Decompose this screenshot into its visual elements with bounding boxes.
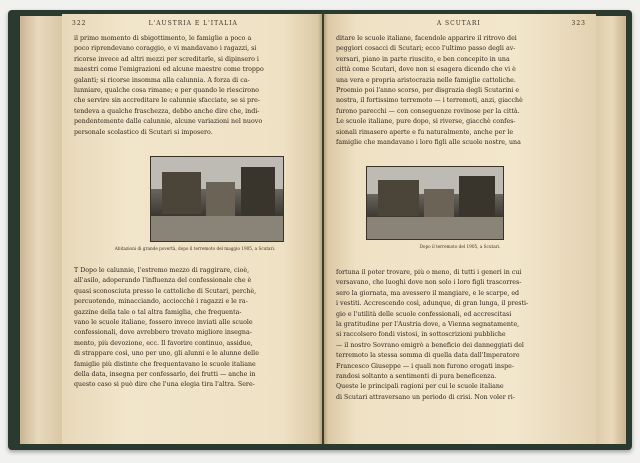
text-line: gio e l'utilità delle scuole confessionali, ed accrescitasi	[336, 310, 512, 318]
text-line: — il nostro Sovrano emigrò a beneficio dei danneggiati del	[336, 341, 524, 349]
left-page-number: 322	[72, 20, 87, 27]
right-page-header	[334, 20, 586, 27]
text-line: vano le scuole italiane, fossero invece inviati alle scuole	[74, 319, 253, 327]
text-line: lunniare, qualche cosa rimane; e per quando le riescirono	[74, 87, 259, 95]
right-photograph	[366, 166, 504, 240]
text-line: pendentemente dalle calunnie, alcune variazioni nel nuovo	[74, 118, 263, 126]
text-line: fortuna il poter trovare, più o meno, di tutti i generi in cui	[336, 269, 522, 276]
text-line: sero la giornata, ma avessero il mangiare, e le scarpe, ed	[336, 289, 520, 297]
text-line: tendeva a qualche fraschezza, debbo anche dire che, indi-	[74, 107, 260, 115]
text-line: versari, piano in parte riuscito, e ben concepito in una	[336, 55, 510, 63]
text-line: confessionali, dove avrebbero trovato migliore insegna-	[74, 329, 252, 337]
text-line: sionali rimasero aperte e fu naturalmente, anche per le	[336, 128, 514, 136]
text-line: nostra, il fortissimo terremoto — i terremoti, anzi, giacchè	[336, 97, 523, 105]
right-page	[324, 14, 596, 444]
right-running-head: A SCUTARI	[436, 20, 481, 27]
text-line: all'asilo, adoperando l'influenza del confessionale che è	[74, 277, 252, 285]
text-line: i vestiti. Accrescendo così, adunque, di gran lunga, il presti-	[336, 300, 529, 308]
text-line: questo caso si può dire che l'una elegia tira l'altra. Sere-	[74, 381, 255, 389]
page-stack-left	[20, 16, 64, 444]
text-line: una vera e propria aristocrazia nelle famiglie cattoliche.	[336, 76, 516, 84]
left-running-head: L'AUSTRIA E L'ITALIA	[148, 20, 238, 27]
left-page-header	[72, 20, 312, 27]
text-line: la gratitudine per l'Austria dove, a Vienna segnatamente,	[336, 321, 520, 329]
left-photo-caption: Abitazioni di grande povertà, dopo il terremoto del maggio 1905, a Scutari.	[114, 246, 276, 251]
text-line: randosi soltanto a sentimenti di pura beneficenza.	[336, 373, 497, 381]
text-line: città come Scutari, dove non si esagera dicendo che vi è	[336, 66, 516, 74]
text-line: il primo momento di sbigottimento, le famiglie a poco a	[74, 35, 252, 42]
text-line: di strappare così, uno per uno, gli alunni e le alunne delle	[74, 350, 259, 358]
text-line: gazzine della tale o tal altra famiglia, che frequenta-	[74, 308, 242, 316]
text-line: T Dopo le calunnie, l'estremo mezzo di raggirare, cioè,	[74, 267, 250, 274]
left-text-bottom	[74, 266, 310, 391]
text-line: furono parecchi — con conseguenze rovinose per la città.	[336, 107, 520, 115]
text-line: Francesco Giuseppe — i quali non furono erogati inspe-	[336, 362, 515, 370]
right-page-number: 323	[571, 20, 586, 27]
right-text-top	[336, 34, 584, 148]
text-line: terremoto la stessa somma di quella data dall'Imperatore	[336, 352, 520, 360]
text-line: Proemio poi l'anno scorso, per disgrazia degli Scutarini e	[336, 87, 520, 95]
text-line: della data, insegna per confessarlo, dei frutti — anche in	[74, 371, 256, 379]
text-line: che servire sin accreditare le calunnie sfacciate, se si pre-	[74, 97, 260, 105]
text-line: di Scutari attraversano un periodo di crisi. Non voler ri-	[336, 393, 515, 401]
text-line: si raccolsero fondi vistosi, in sottoscrizioni pubbliche	[336, 331, 506, 339]
text-line: mento, più devozione, ecc. Il favorire continuo, assidue,	[74, 339, 253, 347]
text-line: Le scuole italiane, pure dopo, si riverse, giacchè confes-	[336, 118, 516, 126]
text-line: famiglie che mandavano i loro figli alle scuole nostre, una	[336, 139, 521, 147]
text-line: Queste le principali ragioni per cui le scuole italiane	[336, 383, 504, 391]
right-text-bottom	[336, 268, 584, 403]
left-photograph	[150, 156, 284, 242]
right-photo-caption: Dopo il terremoto del 1905, a Scutari.	[419, 244, 501, 249]
text-line: ditare le scuole italiane, facendole apparire il ritrovo dei	[336, 35, 517, 42]
text-line: ricorse invece ad altri mezzi per screditarle, si dipinsero i	[74, 55, 259, 63]
text-line: quasi sconosciuta presso le cattoliche di Scutari, perchè,	[74, 287, 257, 295]
text-line: galanti; si ricorse insomma alla calunnia. A forza di ca-	[74, 76, 250, 84]
left-text-top	[74, 34, 310, 138]
text-line: poco riprendevano coraggio, e vi mandavano i ragazzi, si	[74, 45, 257, 53]
text-line: personale scolastico di Scutari si imposero.	[74, 128, 213, 136]
book-gutter	[318, 14, 328, 444]
text-line: peggiori cosacci di Scutari; ecco l'ultimo passo degli av-	[336, 45, 516, 53]
text-line: famiglie più distinte che frequentavano le scuole italiane	[74, 360, 256, 368]
text-line: percuotendo, minacciando, acciocchè i ragazzi e le ra-	[74, 298, 248, 306]
text-line: maestri come l'emigrazioni ed alcune maestre come troppo	[74, 66, 264, 74]
text-line: versavano, che luoghi dove non solo i loro figli trascorres-	[336, 279, 522, 287]
left-page	[62, 14, 322, 444]
